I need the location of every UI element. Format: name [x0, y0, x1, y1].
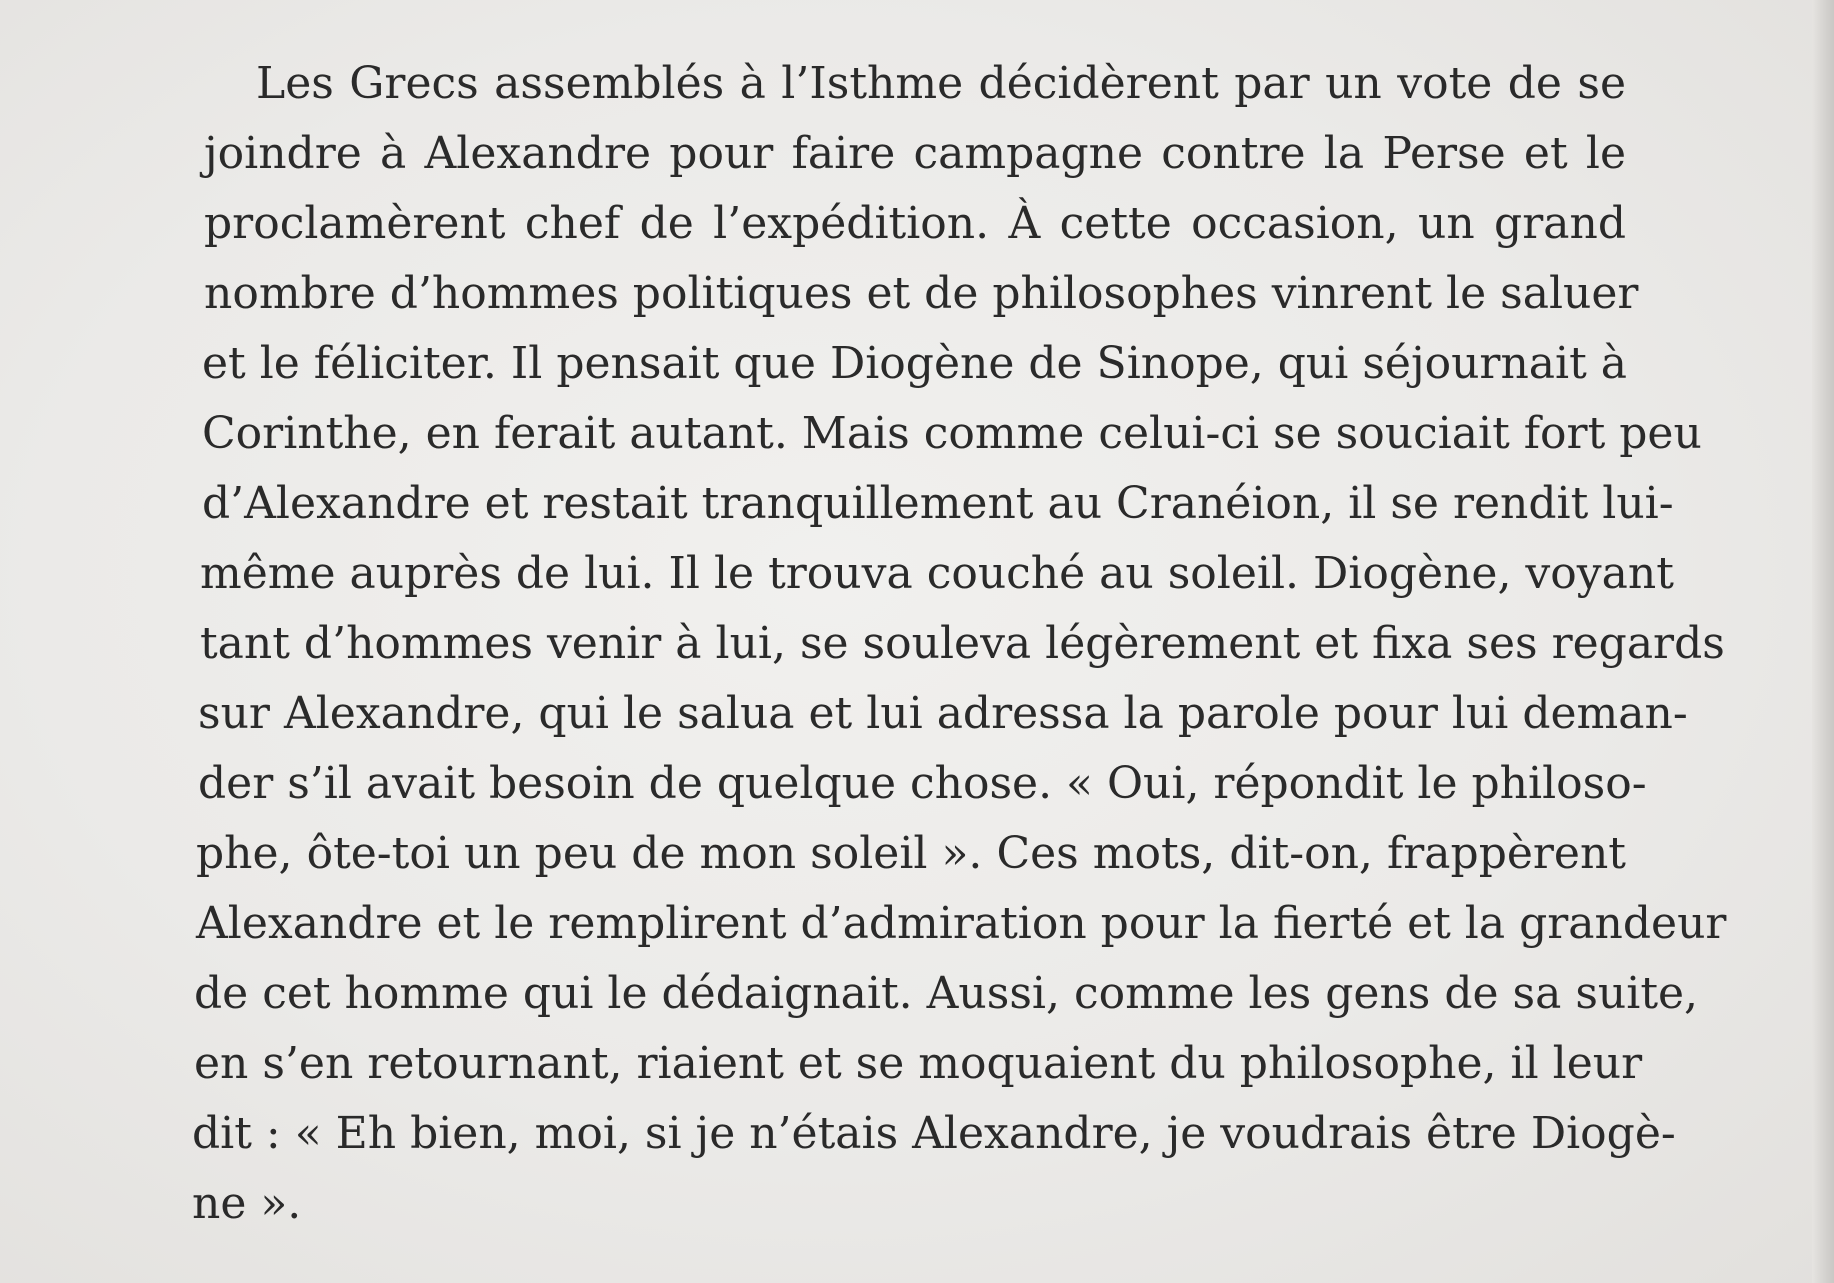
text-line: en s’en retournant, riaient et se moquaient du philosophe, il leur — [194, 1038, 1643, 1089]
text-line: Les Grecs assemblés à l’Isthme décidèrent par un vote de se — [256, 58, 1626, 109]
text-line: dit : « Eh bien, moi, si je n’étais Alexandre, je voudrais être Diogè- — [192, 1108, 1676, 1159]
text-line: nombre d’hommes politiques et de philosophes vinrent le saluer — [204, 268, 1639, 319]
text-line: joindre à Alexandre pour faire campagne contre la Perse et le — [204, 128, 1626, 179]
text-line: phe, ôte-toi un peu de mon soleil ». Ces mots, dit-on, frappèrent — [196, 828, 1626, 879]
text-line: Alexandre et le remplirent d’admiration pour la fierté et la grandeur — [196, 898, 1727, 949]
text-line: de cet homme qui le dédaignait. Aussi, comme les gens de sa suite, — [194, 968, 1699, 1019]
text-line-last: ne ». — [192, 1178, 302, 1229]
text-line: et le féliciter. Il pensait que Diogène de Sinope, qui séjournait à — [202, 338, 1627, 389]
text-line: même auprès de lui. Il le trouva couché au soleil. Diogène, voyant — [200, 548, 1674, 599]
page-edge — [1812, 0, 1834, 1283]
text-line: tant d’hommes venir à lui, se souleva légèrement et fixa ses regards — [200, 618, 1725, 669]
text-line: Corinthe, en ferait autant. Mais comme celui-ci se souciait fort peu — [202, 408, 1702, 459]
text-line: proclamèrent chef de l’expédition. À cette occasion, un grand — [204, 198, 1626, 249]
text-line: der s’il avait besoin de quelque chose. « Oui, répondit le philoso- — [198, 758, 1647, 809]
text-line: sur Alexandre, qui le salua et lui adressa la parole pour lui deman- — [198, 688, 1688, 739]
text-line: d’Alexandre et restait tranquillement au Cranéion, il se rendit lui- — [202, 478, 1674, 529]
